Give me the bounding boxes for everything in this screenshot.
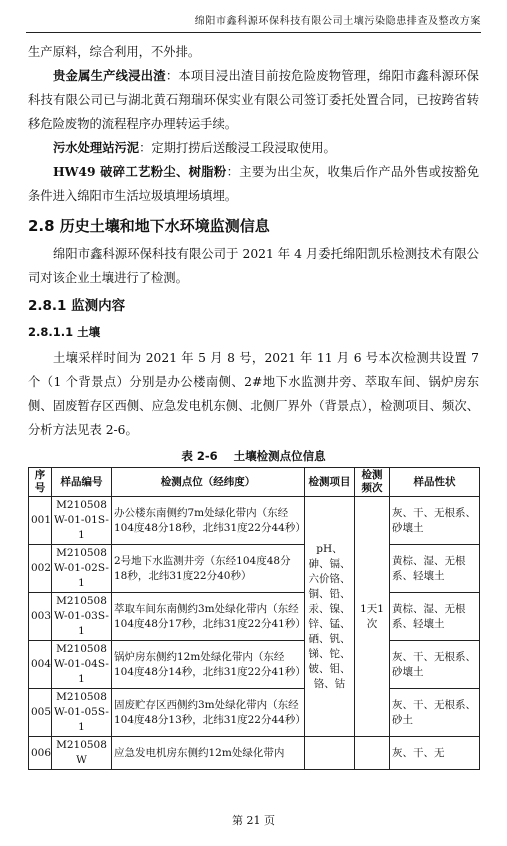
table-row (29, 545, 480, 593)
paragraph-dust (28, 160, 479, 208)
section-heading-2-8-1: 2.8.1 监测内容 (28, 298, 126, 314)
term-dust: HW49 破碎工艺粉尘、树脂粉 (53, 164, 227, 179)
cell-sample: M210508W (52, 737, 112, 770)
text-sludge: ：定期打捞后送酸浸工段浸取使用。 (139, 141, 336, 155)
cell-items: pH、砷、镉、六价铬、铜、铅、汞、镍、锌、锰、硒、钒、锑、铊、铍、钼、铬、钴 (305, 497, 355, 737)
table-row (29, 737, 480, 770)
cell-props: 黄棕、湿、无根系、轻壤土 (390, 593, 480, 641)
table-caption-title: 土壤检测点位信息 (233, 449, 326, 463)
table-caption-number: 表 2-6 (181, 449, 218, 463)
header-items: 检测项目 (305, 468, 355, 497)
document-body (28, 40, 479, 770)
term-sludge: 污水处理站污泥 (53, 140, 140, 155)
cell-props: 灰、干、无根系、砂壤土 (390, 641, 480, 689)
cell-items-empty (305, 737, 355, 770)
cell-freq: 1天1次 (355, 497, 390, 737)
cell-props: 灰、干、无 (390, 737, 480, 770)
cell-location: 2号地下水监测井旁（东经104度48分18秒，北纬31度22分40秒） (112, 545, 305, 593)
paragraph-continuation: 生产原料，综合利用，不外排。 (28, 45, 201, 59)
text-dust: ：主要为出尘灰，收集后作产品外售或按豁免条件进入绵阳市生活垃圾填埋场填埋。 (28, 165, 479, 203)
term-leach-residue: 贵金属生产线浸出渣 (53, 68, 166, 83)
cell-sample: M210508W-01-01S-1 (52, 497, 112, 545)
header-sample: 样品编号 (52, 468, 112, 497)
table-caption (28, 448, 479, 464)
cell-seq: 005 (29, 689, 52, 737)
cell-props: 黄棕、湿、无根系、轻壤土 (390, 545, 480, 593)
table-row (29, 641, 480, 689)
cell-seq: 002 (29, 545, 52, 593)
cell-freq-empty (355, 737, 390, 770)
page-number: 第 21 页 (232, 814, 275, 827)
cell-seq: 001 (29, 497, 52, 545)
cell-seq: 004 (29, 641, 52, 689)
paragraph-sludge (28, 136, 479, 160)
cell-props: 灰、干、无根系、砂壤土 (390, 497, 480, 545)
cell-sample: M210508W-01-04S-1 (52, 641, 112, 689)
cell-sample: M210508W-01-05S-1 (52, 689, 112, 737)
text-leach-residue: ：本项目浸出渣目前按危险废物管理，绵阳市鑫科源环保科技有限公司已与湖北黄石翔瑞环保实业有限公司签订委托处置合同，已按跨省转移危险废物的流程程序办理转运手续。 (28, 69, 479, 131)
cell-location: 固废贮存区西侧约3m处绿化带内（东经104度48分13秒，北纬31度22分44秒） (112, 689, 305, 737)
paragraph-leach-residue (28, 64, 479, 136)
section-heading-2-8: 2.8 历史土壤和地下水环境监测信息 (28, 217, 270, 235)
page-header: 绵阳市鑫科源环保科技有限公司土壤污染隐患排查及整改方案 (26, 12, 481, 33)
table-row (29, 689, 480, 737)
table-header-row (29, 468, 480, 497)
cell-seq: 006 (29, 737, 52, 770)
cell-seq: 003 (29, 593, 52, 641)
cell-sample: M210508W-01-03S-1 (52, 593, 112, 641)
cell-location: 办公楼东南侧约7m处绿化带内（东经104度48分18秒，北纬31度22分44秒） (112, 497, 305, 545)
table-row (29, 593, 480, 641)
soil-monitoring-table (28, 467, 480, 770)
cell-location: 锅炉房东侧约12m处绿化带内（东经104度48分14秒，北纬31度22分41秒） (112, 641, 305, 689)
table-row (29, 497, 480, 545)
section-2-8-text: 绵阳市鑫科源环保科技有限公司于 2021 年 4 月委托绵阳凯乐检测技术有限公司对该企业土壤进行了检测。 (28, 247, 479, 285)
section-2-8-1-1-text: 土壤采样时间为 2021 年 5 月 8 号，2021 年 11 月 6 号本次检测共设置 7 个（1 个背景点）分别是办公楼南侧、2#地下水监测井旁、萃取车间、锅炉房东侧、固废暂存区西侧、应急发电机东侧、北侧厂界外（背景点），检测项目、频次、分析方法见表 2-6。 (28, 351, 479, 437)
header-props: 样品性状 (390, 468, 480, 497)
section-heading-2-8-1-1: 2.8.1.1 土壤 (28, 325, 101, 339)
cell-props: 灰、干、无根系、砂土 (390, 689, 480, 737)
header-freq: 检测频次 (355, 468, 390, 497)
header-location: 检测点位（经纬度） (112, 468, 305, 497)
cell-sample: M210508W-01-02S-1 (52, 545, 112, 593)
cell-location: 应急发电机房东侧约12m处绿化带内 (112, 737, 305, 770)
header-seq: 序号 (29, 468, 52, 497)
cell-location: 萃取车间东南侧约3m处绿化带内（东经104度48分17秒，北纬31度22分41秒） (112, 593, 305, 641)
